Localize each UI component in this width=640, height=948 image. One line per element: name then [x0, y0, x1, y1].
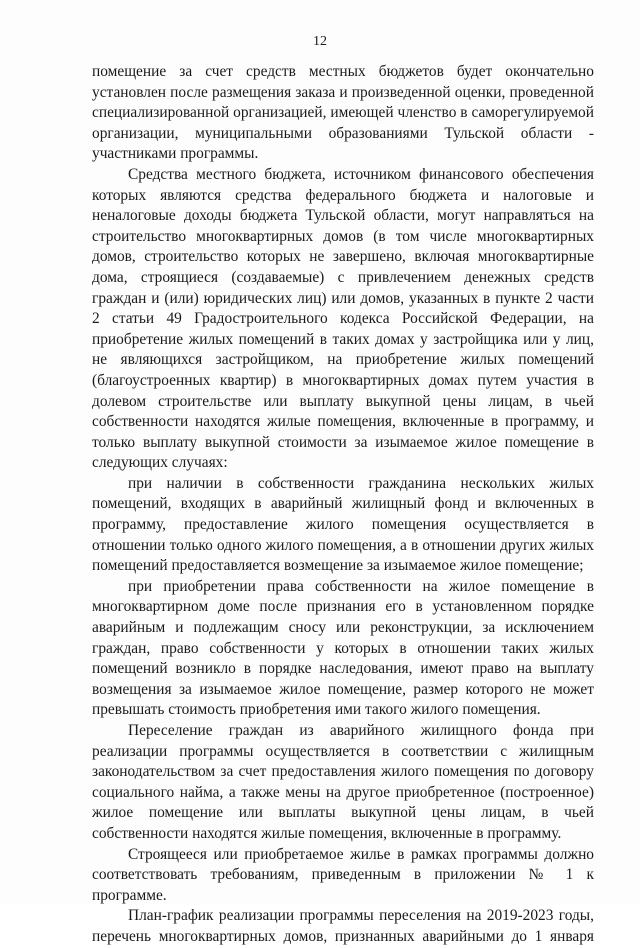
paragraph-multiple-dwellings-case: при наличии в собственности гражданина нескольких жилых помещений, входящих в аварийный жилищный фонд и включенных в программу, предоставление жилого помещения осуществляется в отношении только одного жилого помещения, а в отношении других жилых помещений предоставляется возмещение за изымаемое жилое помещение; [92, 474, 594, 575]
paragraph-ownership-acquired-case: при приобретении права собственности на жилое помещение в многоквартирном доме после признания его в установленном порядке аварийным и подлежащим сносу или реконструкции, за исключением граждан, право собственности у которых в отношении таких жилых помещений возникло в порядке наследования, имеют право на выплату возмещения за изымаемое жилое помещение, размер которого не может превышать стоимость приобретения ими такого жилого помещения. [92, 577, 594, 719]
paragraph-schedule: План-график реализации программы переселения на 2019-2023 годы, перечень многоквартирных домов, признанных аварийными до 1 января [92, 907, 594, 945]
page-number: 12 [313, 34, 327, 49]
paragraph-resettlement: Переселение граждан из аварийного жилищного фонда при реализации программы осуществляется в соответствии с жилищным законодательством за счет предоставления жилого помещения по договору социального найма, а также мены на другое приобретенное (построенное) жилое помещение или выплаты выкупной цены лицам, в чьей собственности находятся жилые помещения, включенные в программу. [92, 722, 594, 842]
paragraph-appraisal: помещение за счет средств местных бюджетов будет окончательно установлен после размещения заказа и произведенной оценки, проведенной специализированной организацией, имеющей членство в саморегулируемой организации, муниципальными образованиями Тульской области - участниками программы. [92, 63, 594, 163]
paragraph-local-budget-funds: Средства местного бюджета, источником финансового обеспечения которых являются средства федерального бюджета и налоговые и неналоговые доходы бюджета Тульской области, могут направляться на строительство многоквартирных домов (в том числе многоквартирных домов, строительство которых не завершено, включая многоквартирные дома, строящиеся (создаваемые) с привлечением денежных средств граждан и (или) юридических лиц) или домов, указанных в пункте 2 части 2 статьи 49 Градостроительного кодекса Российской Федерации, на приобретение жилых помещений в таких домах у застройщика или у лиц, не являющихся застройщиком, на приобретение жилых помещений (благоустроенных квартир) в многоквартирных домах путем участия в долевом строительстве или выплату выкупной цены лицам, в чьей собственности находятся жилые помещения, включенные в программу, и только выплату выкупной стоимости за изымаемое жилое помещение в следующих случаях: [92, 165, 594, 472]
document-body [92, 62, 594, 948]
paragraph-housing-requirements: Строящееся или приобретаемое жилье в рамках программы должно соответствовать требованиям, приведенным в приложении № 1 к программе. [92, 845, 594, 904]
